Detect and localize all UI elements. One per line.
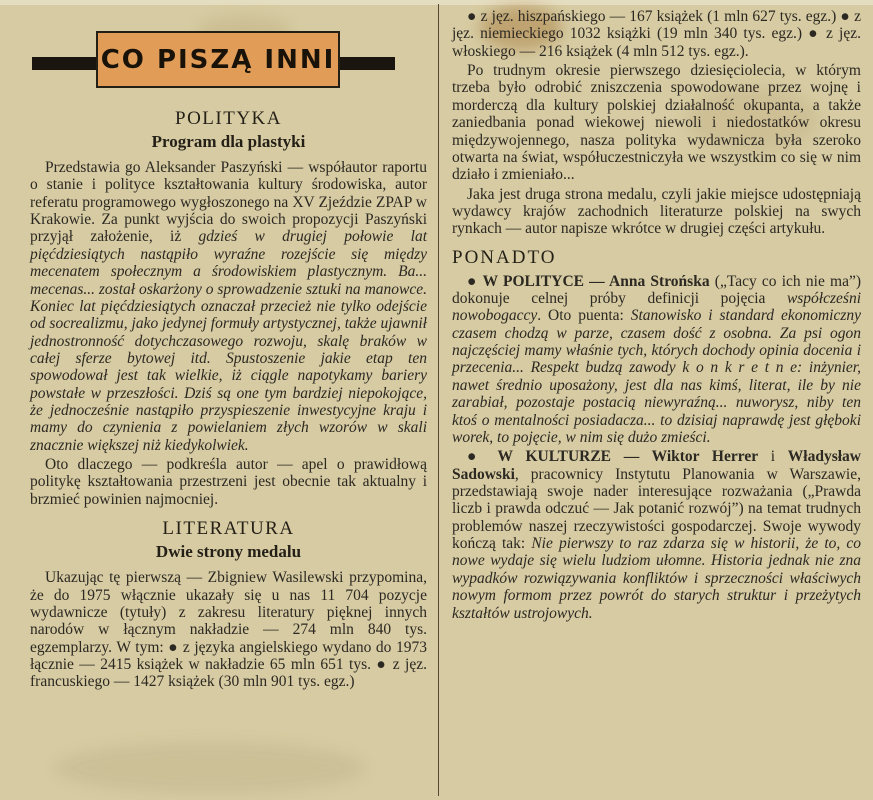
column-divider [438, 4, 439, 796]
paragraph-w-kulturze [452, 448, 861, 622]
section-heading-polityka: POLITYKA [175, 108, 282, 129]
paragraph: Oto dlaczego — podkreśla autor — apel o prawidłową politykę kształtowania przestrzeni jest obecnie tak aktualny i brzmieć powinien najmocniej. [30, 456, 427, 508]
section-heading-ponadto: PONADTO [452, 246, 557, 268]
paragraph-statistics: ● z jęz. hiszpańskiego — 167 książek (1 mln 627 tys. egz.) ● z jęz. niemieckiego 1032 książki (19 mln 340 tys. egz.) ● z jęz. włoskiego — 216 książek (4 mln 512 tys. egz.). [452, 8, 861, 60]
paragraph: Jaka jest druga strona medalu, czyli jakie miejsce udostępniają wydawcy krajów zachodnich literaturze polskiej na swych rynkach — autor napisze wkrótce w drugiej części artykułu. [452, 185, 861, 238]
paragraph: Po trudnym okresie pierwszego dziesięciolecia, w którym trzeba było odrobić zniszczenia spowodowane przez wojnę i morderczą dla kultury polskiej działalność okupanta, a także zaniedbania ponad wiekowej niewoli i niedostatków okresu międzywojennego, nasza polityka wydawnicza była szeroko otwarta na świat, współuczestniczyła we wszystkim co się w nim działo i zmieniało... [452, 62, 861, 184]
column-title: CO PISZĄ INNI [100, 44, 336, 75]
text-segment: Przedstawia go Aleksander Paszyński — współautor raportu o stanie i polityce kształtowania kultury środowiska, autor referatu programowego wygłoszonego na XV Zjeździe ZPAP w Krakowie. Za punkt wyjścia do swoich propozycji Paszyński przyjął założenie, iż [30, 159, 427, 246]
masthead [30, 12, 427, 98]
text-segment-italic: Stanowisko i standard ekonomiczny czasem chodzą w parze, czasem dość z osobna. Za psi ogon najczęściej mamy właśnie tych, których dochody opinia docenia i przecenia... Respekt budzą zawody k o n k r e t n e: inżynier, nawet średnio uposażony, jest dla nas kimś, literat, ile by nie zarabiał, pozostaje postacią niewyraźną... nuworysz, niby ten ktoś o mentalności posiadacza... to dzisiaj naprawdę jest głęboki worek, to pojęcie, w nim się dużo zmieści. [452, 307, 861, 446]
text-segment-italic: gdzieś w drugiej połowie lat pięćdziesiątych nastąpiło wyraźne rozejście się między mecenatem społecznym a środowiskiem plastycznym. Ba... mecenas... został oskarżony o sprowadzenie sztuki na manowce. Koniec lat pięćdziesiątych oznaczał przecież nie tylko odejście od socrealizmu, jako jedynej formuły artystycznej, także ujawnił jednostronność dotychczasowego rozwoju, skalę braków w całej sferze bytowej itd. Spustoszenie jakie etap ten spowodował jest tak wielkie, iż ciągle napotykamy bariery powstałe w przeszłości. Dziś są one tym bardziej niepokojące, że jednocześnie nastąpiło przyspieszenie inwestycyjne kraju i mamy do czynienia z powielaniem złych wzorów w skali znacznie większej niż kiedykolwiek. [30, 228, 427, 454]
text-segment-bold: Władysław Sadowski [452, 448, 861, 483]
text-segment: . Oto puenta: [537, 307, 631, 325]
text-segment-bold: ● W POLITYCE — Anna Strońska [467, 272, 710, 290]
text-segment-italic: współcześni nowobogaccy [452, 290, 861, 325]
section-heading-literatura: LITERATURA [162, 518, 295, 540]
paper-stain [55, 742, 365, 794]
masthead-box [96, 31, 340, 88]
text-segment-bold: ● W KULTURZE — Wiktor Herrer [467, 448, 759, 466]
text-segment: („Tacy co ich nie ma”) dokonuje celnej próby definicji pojęcia [452, 272, 861, 308]
text-segment-italic: Nie pierwszy to raz zdarza się w historii, że to, co nowe wydaje się wielu ludziom ułomne. Historia jednak nie zna wypadków rozwiązywania konfliktów i sprzeczności właściwych nowym formom przez powrót do starych struktur i przeżytych kształtów ustrojowych. [452, 535, 861, 622]
article-title-program-dla-plastyki: Program dla plastyki [151, 132, 306, 151]
left-column [30, 12, 427, 691]
text-segment: , pracownicy Instytutu Planowania w Warszawie, przedstawiają swoje nader interesujące rozważania („Prawda liczb i prawda odczuć — Jak potanić rozwój”) na temat trudnych problemów naszej rzeczywistości gospodarczej. Swoje wywody kończą tak: [452, 465, 861, 553]
paragraph [30, 159, 427, 454]
paragraph-w-polityce [452, 273, 861, 447]
text-segment: i [758, 448, 788, 466]
paragraph: Ukazując tę pierwszą — Zbigniew Wasilewski przypomina, że do 1975 włącznie ukazały się u nas 11 704 pozycje wydawnicze (tytuły) z zakresu literatury pięknej innych narodów w łącznym nakładzie — 274 mln 840 tys. egzemplarzy. W tym: ● z języka angielskiego wydano do 1973 łącznie — 2415 książek w nakładzie 65 mln 651 tys. ● z jęz. francuskiego — 1427 książek (30 mln 901 tys. egz.) [30, 569, 427, 691]
article-title-dwie-strony-medalu: Dwie strony medalu [155, 542, 302, 562]
right-column [452, 8, 861, 622]
